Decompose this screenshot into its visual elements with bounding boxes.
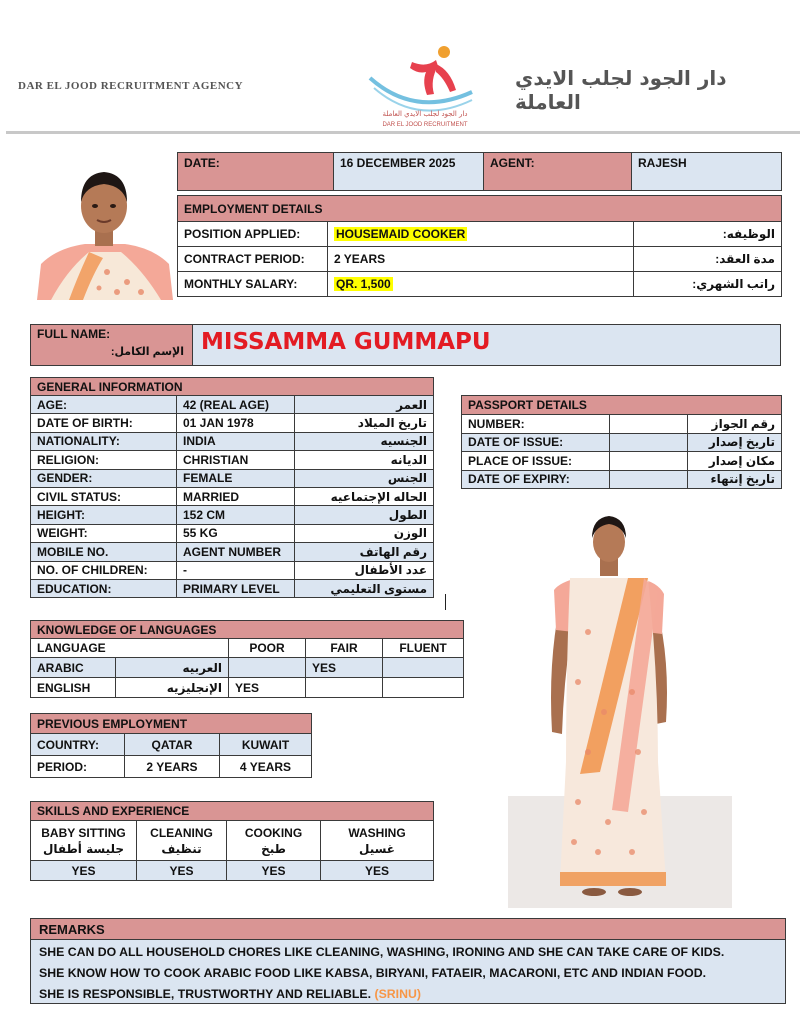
passport-expiry-value	[610, 470, 688, 489]
languages-heading: KNOWLEDGE OF LANGUAGES	[31, 621, 464, 639]
skill-cleaning-label: CLEANING	[150, 825, 213, 840]
passport-number-value	[610, 415, 688, 434]
gender-label: GENDER:	[31, 469, 177, 487]
languages-table	[30, 620, 464, 698]
passport-issue-place-label: PLACE OF ISSUE:	[462, 452, 610, 471]
passport-issue-date-label-ar: تاريخ إصدار	[688, 433, 782, 452]
skill-washing-label: WASHING	[348, 825, 406, 840]
passport-details-heading: PASSPORT DETAILS	[462, 396, 782, 415]
country-1: QATAR	[125, 734, 220, 756]
gender-value: FEMALE	[177, 469, 295, 487]
children-label: NO. OF CHILDREN:	[31, 561, 177, 579]
logo-caption-arabic: دار الجود لجلب الايدي العاملة	[382, 110, 468, 118]
height-label-ar: الطول	[295, 506, 434, 524]
gender-label-ar: الجنس	[295, 469, 434, 487]
employment-details-table	[177, 195, 782, 297]
passport-expiry-label: DATE OF EXPIRY:	[462, 470, 610, 489]
applicant-full-body-photo	[508, 512, 732, 908]
passport-expiry-label-ar: تاريخ إنتهاء	[688, 470, 782, 489]
employment-details-heading: EMPLOYMENT DETAILS	[178, 196, 782, 222]
date-value: 16 DECEMBER 2025	[334, 153, 484, 191]
position-applied-value: HOUSEMAID COOKER	[336, 227, 466, 241]
position-applied-label: POSITION APPLIED:	[178, 222, 328, 247]
mobile-label-ar: رقم الهاتف	[295, 543, 434, 561]
civil-status-value: MARRIED	[177, 487, 295, 505]
agency-logo	[360, 40, 490, 132]
dob-label-ar: تاريخ الميلاد	[295, 414, 434, 432]
skill-baby-sitting-label: BABY SITTING	[41, 825, 126, 840]
skill-cleaning-label-ar: تنظيف	[161, 841, 202, 856]
height-value: 152 CM	[177, 506, 295, 524]
religion-value: CHRISTIAN	[177, 451, 295, 469]
fair-column-header: FAIR	[306, 639, 383, 658]
period-2: 4 YEARS	[220, 756, 312, 778]
children-label-ar: عدد الأطفال	[295, 561, 434, 579]
date-label: DATE:	[178, 153, 334, 191]
children-value: -	[177, 561, 295, 579]
passport-issue-date-label: DATE OF ISSUE:	[462, 433, 610, 452]
fluent-column-header: FLUENT	[383, 639, 464, 658]
weight-label: WEIGHT:	[31, 524, 177, 542]
general-information-table	[30, 377, 434, 598]
logo-caption-english: DAR EL JOOD RECRUITMENT	[382, 122, 468, 128]
civil-status-label: CIVIL STATUS:	[31, 487, 177, 505]
education-label-ar: مستوى التعليمي	[295, 579, 434, 597]
remarks-body	[30, 940, 786, 1004]
english-poor: YES	[229, 678, 306, 698]
country-label: COUNTRY:	[31, 734, 125, 756]
language-column-header: LANGUAGE	[31, 639, 229, 658]
age-label: AGE:	[31, 396, 177, 414]
skill-baby-sitting	[31, 821, 137, 861]
passport-issue-place-value	[610, 452, 688, 471]
period-label: PERIOD:	[31, 756, 125, 778]
arabic-poor	[229, 658, 306, 678]
nationality-label: NATIONALITY:	[31, 432, 177, 450]
age-label-ar: العمر	[295, 396, 434, 414]
text-cursor	[445, 594, 446, 610]
poor-column-header: POOR	[229, 639, 306, 658]
skill-cooking	[227, 821, 321, 861]
religion-label: RELIGION:	[31, 451, 177, 469]
previous-employment-table	[30, 713, 312, 778]
nationality-label-ar: الجنسيه	[295, 432, 434, 450]
contract-period-value: 2 YEARS	[328, 247, 634, 272]
skill-cleaning-value: YES	[137, 861, 227, 881]
country-2: KUWAIT	[220, 734, 312, 756]
general-information-heading: GENERAL INFORMATION	[31, 378, 434, 396]
education-value: PRIMARY LEVEL	[177, 579, 295, 597]
arabic-fair: YES	[306, 658, 383, 678]
education-label: EDUCATION:	[31, 579, 177, 597]
remarks-line-2: SHE KNOW HOW TO COOK ARABIC FOOD LIKE KABSA, BIRYANI, FATAEIR, MACARONI, ETC AND INDIAN FOOD.	[39, 966, 706, 980]
dob-label: DATE OF BIRTH:	[31, 414, 177, 432]
height-label: HEIGHT:	[31, 506, 177, 524]
skill-washing	[321, 821, 434, 861]
nationality-value: INDIA	[177, 432, 295, 450]
skill-baby-sitting-value: YES	[31, 861, 137, 881]
weight-label-ar: الوزن	[295, 524, 434, 542]
passport-details-table	[461, 395, 782, 489]
contract-period-label: CONTRACT PERIOD:	[178, 247, 328, 272]
monthly-salary-label: MONTHLY SALARY:	[178, 272, 328, 297]
skill-washing-value: YES	[321, 861, 434, 881]
passport-number-label-ar: رقم الجواز	[688, 415, 782, 434]
english-label: ENGLISH	[31, 678, 116, 698]
full-name-box	[30, 324, 781, 366]
period-1: 2 YEARS	[125, 756, 220, 778]
skills-table	[30, 801, 434, 881]
civil-status-label-ar: الحاله الإجتماعيه	[295, 487, 434, 505]
applicant-portrait-photo	[37, 160, 173, 300]
remarks-signature: (SRINU)	[374, 987, 421, 1001]
remarks-heading: REMARKS	[30, 918, 786, 940]
skill-baby-sitting-label-ar: جليسة أطفال	[42, 841, 125, 856]
mobile-value: AGENT NUMBER	[177, 543, 295, 561]
passport-issue-place-label-ar: مكان إصدار	[688, 452, 782, 471]
skills-heading: SKILLS AND EXPERIENCE	[31, 802, 434, 821]
agency-name-arabic: دار الجود لجلب الايدي العاملة	[515, 66, 727, 114]
agent-value: RAJESH	[632, 153, 782, 191]
english-fair	[306, 678, 383, 698]
position-applied-label-ar: الوظيفه:	[634, 222, 782, 247]
full-name-value: MISSAMMA GUMMAPU	[193, 325, 780, 365]
passport-issue-date-value	[610, 433, 688, 452]
skill-cooking-value: YES	[227, 861, 321, 881]
remarks-line-1: SHE CAN DO ALL HOUSEHOLD CHORES LIKE CLEANING, WASHING, IRONING AND SHE CAN TAKE CARE OF KIDS.	[39, 945, 725, 959]
full-name-label-ar: الإسم الكامل:	[110, 346, 184, 358]
dob-value: 01 JAN 1978	[177, 414, 295, 432]
full-name-label-cell	[31, 325, 193, 365]
arabic-fluent	[383, 658, 464, 678]
weight-value: 55 KG	[177, 524, 295, 542]
arabic-label-ar: العربيه	[116, 658, 229, 678]
english-fluent	[383, 678, 464, 698]
agency-name-english: DAR EL JOOD RECRUITMENT AGENCY	[18, 80, 244, 92]
previous-employment-heading: PREVIOUS EMPLOYMENT	[31, 714, 312, 734]
full-name-label: FULL NAME:	[37, 327, 111, 341]
top-info-table	[177, 152, 782, 191]
remarks-line-3: SHE IS RESPONSIBLE, TRUSTWORTHY AND RELIABLE.	[39, 987, 372, 1001]
english-label-ar: الإنجليزيه	[116, 678, 229, 698]
skill-cooking-label: COOKING	[244, 825, 303, 840]
skill-cleaning	[137, 821, 227, 861]
monthly-salary-label-ar: راتب الشهري:	[634, 272, 782, 297]
header-divider	[6, 131, 800, 134]
agent-label: AGENT:	[484, 153, 632, 191]
religion-label-ar: الديانه	[295, 451, 434, 469]
arabic-label: ARABIC	[31, 658, 116, 678]
mobile-label: MOBILE NO.	[31, 543, 177, 561]
skill-washing-label-ar: غسيل	[358, 841, 396, 856]
passport-number-label: NUMBER:	[462, 415, 610, 434]
remarks-line-3-container	[39, 984, 777, 1005]
contract-period-label-ar: مدة العقد:	[634, 247, 782, 272]
age-value: 42 (REAL AGE)	[177, 396, 295, 414]
monthly-salary-value: QR. 1,500	[336, 277, 391, 291]
skill-cooking-label-ar: طبخ	[261, 841, 286, 856]
